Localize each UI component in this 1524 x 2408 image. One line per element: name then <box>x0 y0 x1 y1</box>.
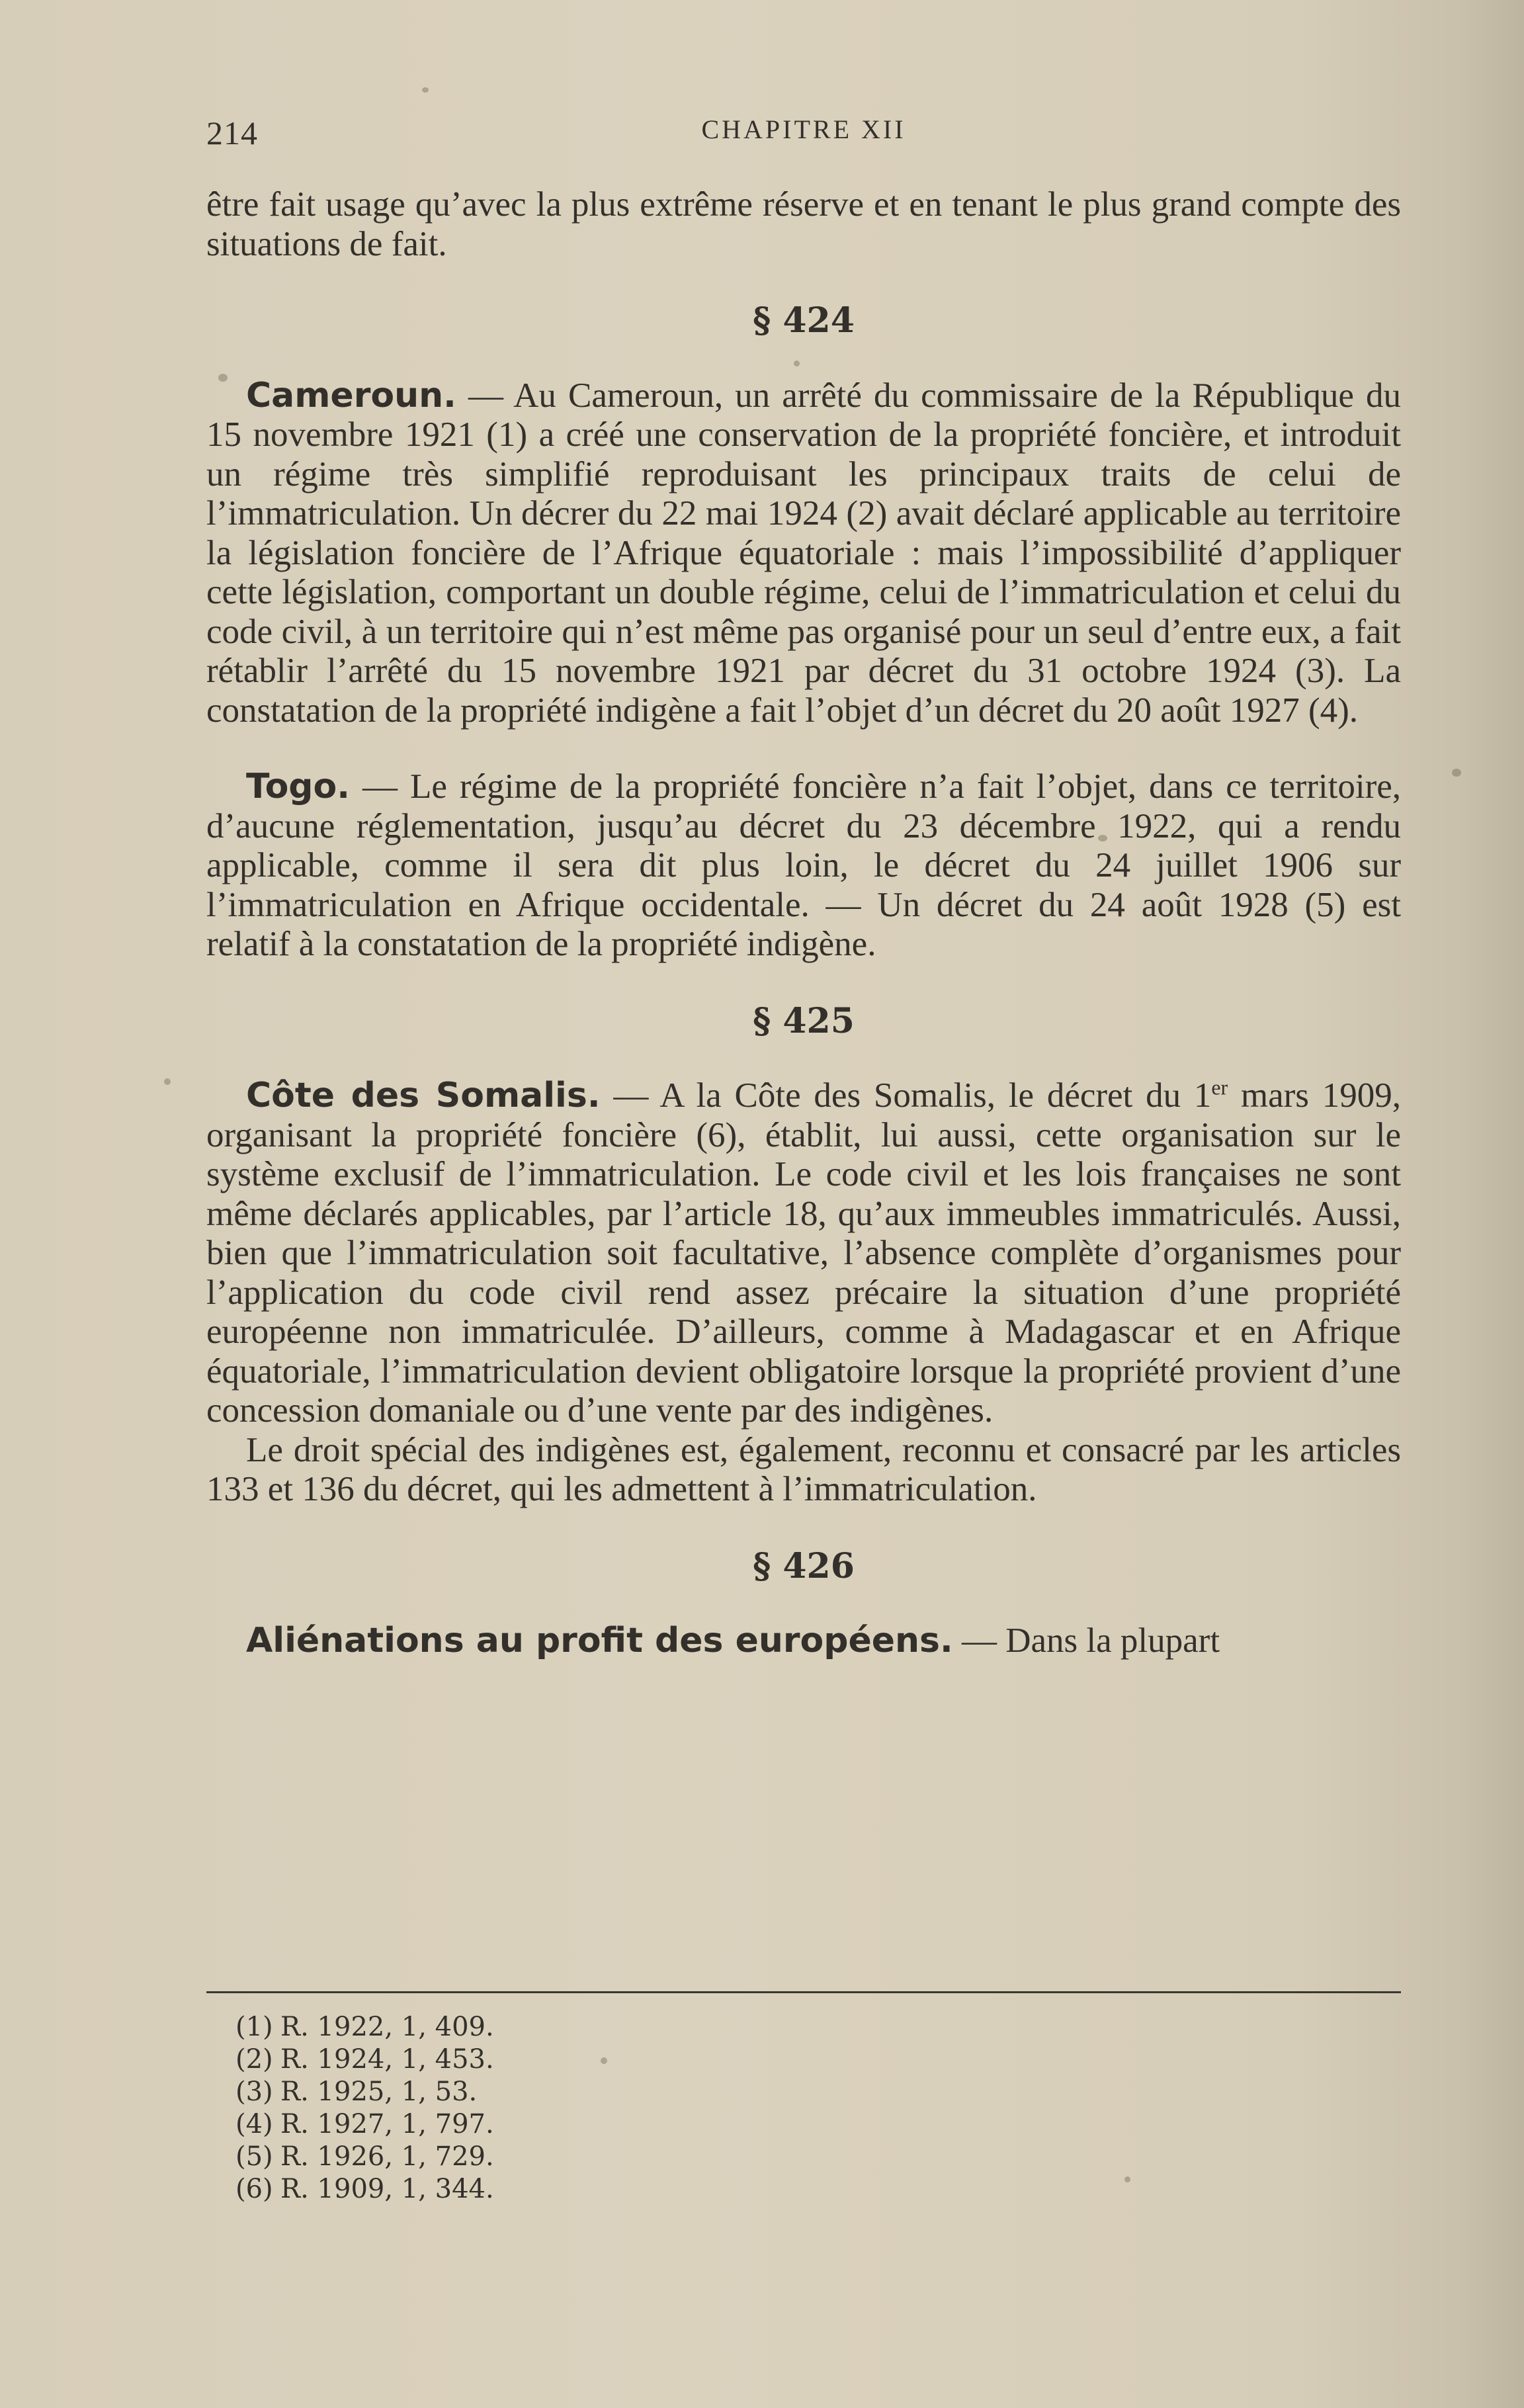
footnote <box>235 2043 494 2076</box>
paragraph-alienations <box>206 1621 1401 1661</box>
paper-speck <box>422 87 429 93</box>
paragraph-somalis <box>206 1076 1401 1431</box>
paper-speck <box>601 2057 607 2064</box>
footnote-text: R. 1922, 1, 409. <box>280 2012 494 2042</box>
superscript-er: er <box>1211 1076 1228 1099</box>
paragraph-togo <box>206 767 1401 965</box>
footnote-number: (1) <box>235 2012 273 2042</box>
paper-speck <box>1124 2176 1130 2182</box>
heading-somalis: Côte des Somalis. <box>246 1076 601 1115</box>
page-number: 214 <box>206 114 258 151</box>
paragraph-gap <box>206 730 1401 767</box>
paragraph-droit-indigenes: Le droit spécial des indigènes est, également, reconnu et consacré par les articles 133 et 136 du décret, qui les admettent à l’immatriculation. <box>206 1430 1401 1508</box>
heading-togo: Togo. <box>246 767 350 806</box>
section-heading-426: § 426 <box>753 1545 855 1586</box>
footnote <box>235 2011 494 2043</box>
text-somalis-b: mars 1909, organisant la propriété foncière (6), établit, lui aussi, cette organisation sur le système exclusif de l’immatriculation. Le code civil et les lois françaises ne sont même déclarés applicables, par l’article 18, qu’aux immeubles immatriculés. Aussi, bien que l’immatriculation soit facultative, l’absence complète d’organismes pour l’application du code civil rend assez précaire la situation d’une propriété européenne non immatriculée. D’ailleurs, comme à Madagascar et en Afrique équatoriale, l’immatriculation devient obligatoire lorsque la propriété provient d’une concession domaniale ou d’une vente par des indigènes. <box>206 1076 1401 1430</box>
footnote-text: R. 1909, 1, 344. <box>280 2174 494 2204</box>
footnote <box>235 2076 494 2108</box>
footnote-number: (5) <box>235 2141 273 2172</box>
footnote-number: (2) <box>235 2044 273 2075</box>
footnote-text: R. 1925, 1, 53. <box>280 2077 478 2107</box>
text-togo: — Le régime de la propriété foncière n’a fait l’objet, dans ce territoire, d’aucune réglementation, jusqu’au décret du 23 décembre 1922, qui a rendu applicable, comme il sera dit plus loin, le décret du 24 juillet 1906 sur l’immatriculation en Afrique occidentale. — Un décret du 24 août 1928 (5) est relatif à la constatation de la propriété indigène. <box>206 767 1401 963</box>
footnote-text: R. 1924, 1, 453. <box>280 2044 494 2075</box>
footnote-number: (3) <box>235 2077 273 2107</box>
running-header <box>206 106 1401 159</box>
paper-speck <box>1452 769 1461 777</box>
section-heading-424: § 424 <box>753 300 855 341</box>
footnotes <box>235 2011 494 2206</box>
footnote <box>235 2141 494 2173</box>
text-cameroun: — Au Cameroun, un arrêté du commissaire de la République du 15 novembre 1921 (1) a créé une conservation de la propriété foncière, et introduit un régime très simplifié reproduisant les principaux traits de celui de l’immatriculation. Un décrer du 22 mai 1924 (2) avait déclaré applicable au territoire la législation foncière de l’Afrique équatoriale : mais l’impossibilité d’appliquer cette législation, comportant un double régime, celui de l’immatriculation et celui du code civil, à un territoire qui n’est même pas organisé pour un seul d’entre eux, a fait rétablir l’arrêté du 15 novembre 1921 par décret du 31 octobre 1924 (3). La constatation de la propriété indigène a fait l’objet d’un décret du 20 août 1927 (4). <box>206 376 1401 730</box>
paper-speck <box>164 1078 171 1085</box>
text-alienations: — Dans la plupart <box>952 1621 1220 1660</box>
section-heading-425: § 425 <box>753 1000 855 1041</box>
paragraph-cameroun <box>206 376 1401 731</box>
footnote-text: R. 1927, 1, 797. <box>280 2109 494 2139</box>
footnote-number: (4) <box>235 2109 273 2139</box>
text-somalis-a: — A la Côte des Somalis, le décret du 1 <box>600 1076 1212 1115</box>
heading-alienations: Aliénations au profit des européens. <box>246 1621 953 1660</box>
body-text <box>206 185 1401 1661</box>
footnote-number: (6) <box>235 2174 273 2204</box>
heading-cameroun: Cameroun. <box>246 375 456 415</box>
footnote-rule <box>206 1991 1401 1993</box>
footnote-text: R. 1926, 1, 729. <box>280 2141 494 2172</box>
chapter-title: CHAPITRE XII <box>701 114 906 144</box>
footnote <box>235 2173 494 2206</box>
paragraph-continuation: être fait usage qu’avec la plus extrême réserve et en tenant le plus grand compte des situations de fait. <box>206 185 1401 263</box>
footnote <box>235 2108 494 2141</box>
